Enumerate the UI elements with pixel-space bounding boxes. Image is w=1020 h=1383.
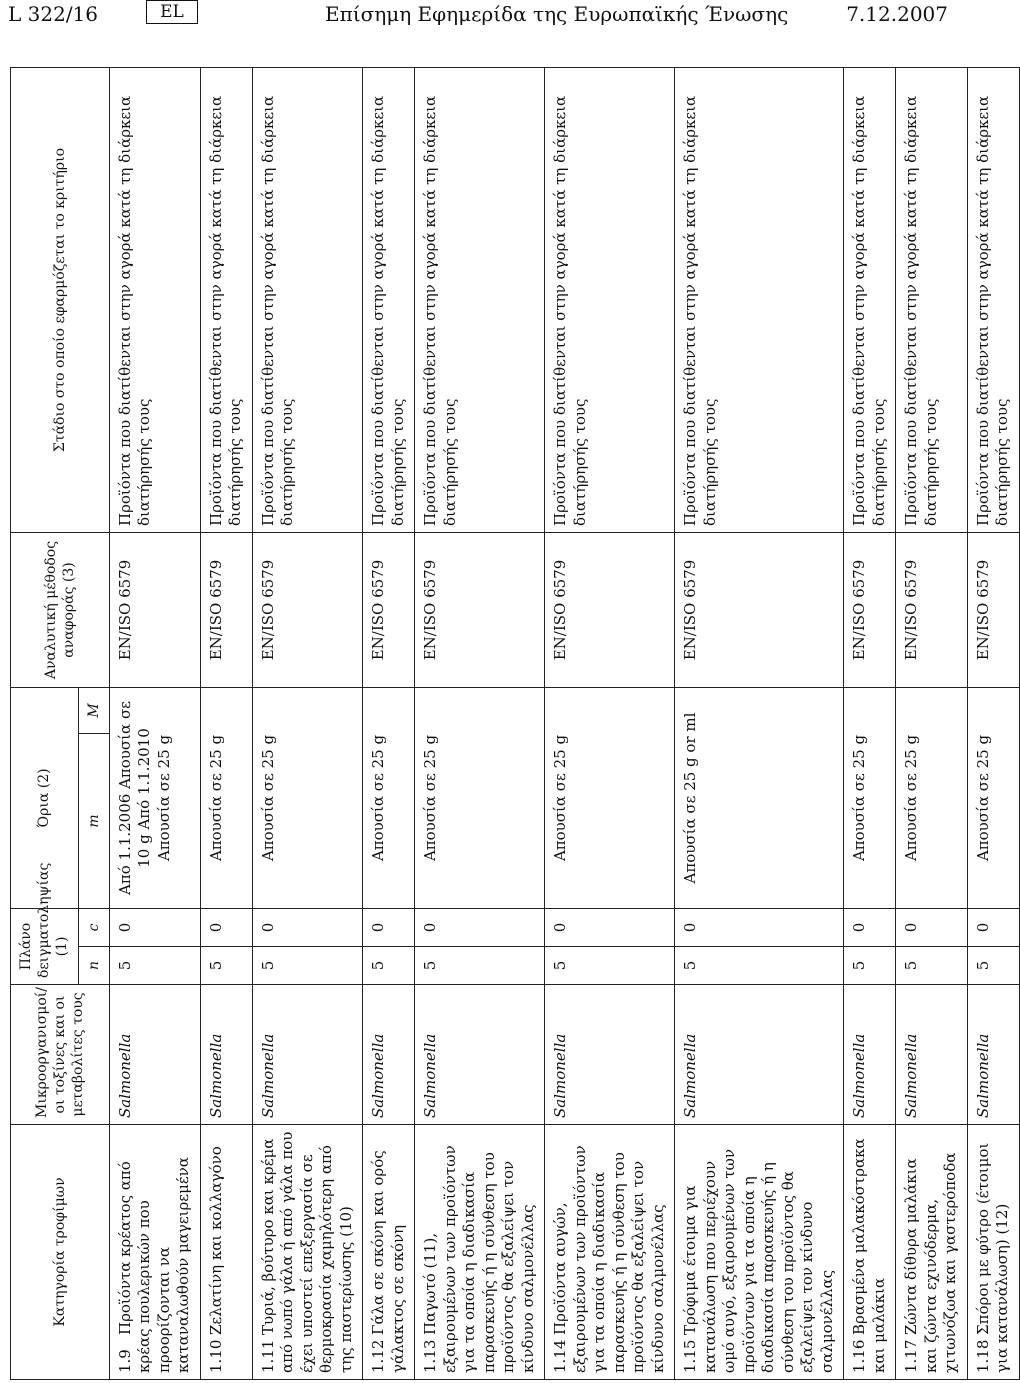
table-row (844, 68, 896, 1380)
publication-date: 7.12.2007 (846, 2, 948, 26)
category-text: Τυριά, βούτυρο και κρέμα από νωπό γάλα ή από γάλα που έχει υποστεί επεξεργασία σε θερμοκρασία χαμηλότερη από της παστερίωσης (10) (258, 1131, 355, 1373)
cell-micro: Salmonella (545, 985, 675, 1125)
cell-stage: Προϊόντα που διατίθενται στην αγορά κατά τη διάρκεια διατήρησής τους (200, 68, 252, 533)
category-text: Ζώντα δίθυρα μαλάκια και ζώντα εχινόδερμα, χιτωνόζωα και γαστερόποδα (902, 1152, 960, 1373)
rotated-table-container (10, 68, 1012, 1380)
table-row (200, 68, 252, 1380)
row-number: 1.14 (551, 1339, 570, 1373)
category-text: Σπόροι με φύτρο (έτοιμοι για κατανάλωση) (12) (973, 1142, 1012, 1373)
cell-n: 5 (415, 947, 545, 985)
header-sampling: Πλάνο δειγματοληψίας (1) (11, 909, 79, 985)
cell-c: 0 (415, 909, 545, 947)
cell-category (896, 1125, 968, 1380)
criteria-table (10, 67, 1020, 1380)
category-text: Τρόφιμα έτοιμα για κατανάλωση που περιέχουν ωμό αυγό, εξαιρουμένων των προϊόντων για τα οποία η διαδικασία παρασκευής ή η σύνθεση του προϊόντος θα εξαλείψει τον κίνδυνο σαλμονέλλας (681, 1149, 836, 1373)
header-M: M (78, 688, 109, 734)
cell-category (109, 1125, 200, 1380)
cell-c: 0 (967, 909, 1019, 947)
page-header (0, 0, 960, 40)
cell-c: 0 (200, 909, 252, 947)
table-row (109, 68, 200, 1380)
cell-category (363, 1125, 415, 1380)
row-number: 1.11 (258, 1339, 277, 1373)
table-row (675, 68, 844, 1380)
cell-stage: Προϊόντα που διατίθενται στην αγορά κατά τη διάρκεια διατήρησής τους (252, 68, 363, 533)
cell-limit: Απουσία σε 25 g (545, 688, 675, 909)
cell-method: EN/ISO 6579 (415, 533, 545, 688)
cell-category (967, 1125, 1019, 1380)
cell-method: EN/ISO 6579 (200, 533, 252, 688)
cell-category (415, 1125, 545, 1380)
cell-method: EN/ISO 6579 (967, 533, 1019, 688)
row-number: 1.12 (369, 1339, 388, 1373)
cell-stage: Προϊόντα που διατίθενται στην αγορά κατά τη διάρκεια διατήρησής τους (844, 68, 896, 533)
cell-n: 5 (200, 947, 252, 985)
header-category: Κατηγορία τροφίμων (11, 1125, 110, 1380)
cell-micro: Salmonella (967, 985, 1019, 1125)
cell-n: 5 (252, 947, 363, 985)
row-number: 1.18 (973, 1339, 992, 1373)
row-number: 1.17 (902, 1339, 921, 1373)
cell-micro: Salmonella (896, 985, 968, 1125)
cell-c: 0 (675, 909, 844, 947)
cell-micro: Salmonella (844, 985, 896, 1125)
table-row (967, 68, 1019, 1380)
cell-micro: Salmonella (109, 985, 200, 1125)
cell-method: EN/ISO 6579 (545, 533, 675, 688)
cell-stage: Προϊόντα που διατίθενται στην αγορά κατά τη διάρκεια διατήρησής τους (675, 68, 844, 533)
row-number: 1.10 (206, 1339, 225, 1373)
cell-stage: Προϊόντα που διατίθενται στην αγορά κατά τη διάρκεια διατήρησής τους (545, 68, 675, 533)
table-row (252, 68, 363, 1380)
row-number: 1.9 (115, 1349, 134, 1373)
table-row (363, 68, 415, 1380)
cell-stage: Προϊόντα που διατίθενται στην αγορά κατά τη διάρκεια διατήρησής τους (967, 68, 1019, 533)
header-stage: Στάδιο στο οποίο εφαρμόζεται το κριτήριο (11, 68, 110, 533)
cell-c: 0 (545, 909, 675, 947)
cell-method: EN/ISO 6579 (363, 533, 415, 688)
header-row (11, 68, 79, 1380)
cell-n: 5 (675, 947, 844, 985)
header-limits: Όρια (2) (11, 688, 79, 909)
cell-n: 5 (844, 947, 896, 985)
category-text: Παγωτό (11), εξαιρουμένων των προϊόντων για τα οποία η διαδικασία παρασκευής ή η σύνθεση του προϊόντος θα εξαλείψει τον κίνδυνο σαλμονέλλας (421, 1145, 537, 1373)
cell-limit: Απουσία σε 25 g (200, 688, 252, 909)
category-text: Προϊόντα κρέατος από κρέας πουλερικών που προορίζονται να καταναλωθούν μαγειρεμένα (115, 1157, 193, 1373)
header-c: c (78, 909, 109, 947)
cell-stage: Προϊόντα που διατίθενται στην αγορά κατά τη διάρκεια διατήρησής τους (415, 68, 545, 533)
cell-limit: Απουσία σε 25 g (363, 688, 415, 909)
header-n: n (78, 947, 109, 985)
cell-stage: Προϊόντα που διατίθενται στην αγορά κατά τη διάρκεια διατήρησής τους (896, 68, 968, 533)
cell-c: 0 (252, 909, 363, 947)
cell-method: EN/ISO 6579 (675, 533, 844, 688)
category-text: Προϊόντα αυγών, εξαιρουμένων των προϊόντων για τα οποία η διαδικασία παρασκευής ή η σύνθεση του προϊόντος θα εξαλείψει τον κίνδυνο σαλμονέλλας (551, 1145, 667, 1373)
cell-limit: Απουσία σε 25 g (896, 688, 968, 909)
category-text: Βρασμένα μαλακόστρακα και μαλάκια (850, 1138, 888, 1373)
cell-micro: Salmonella (252, 985, 363, 1125)
cell-stage: Προϊόντα που διατίθενται στην αγορά κατά τη διάρκεια διατήρησής τους (109, 68, 200, 533)
cell-n: 5 (363, 947, 415, 985)
cell-c: 0 (844, 909, 896, 947)
header-micro: Μικροοργανισμοί/οι τοξίνες και οι μεταβολίτες τους (11, 985, 110, 1125)
cell-limit: Απουσία σε 25 g or ml (675, 688, 844, 909)
table-row (545, 68, 675, 1380)
cell-method: EN/ISO 6579 (896, 533, 968, 688)
cell-category (252, 1125, 363, 1380)
row-number: 1.13 (421, 1339, 440, 1373)
cell-category (675, 1125, 844, 1380)
language-badge: EL (146, 0, 198, 24)
row-number: 1.16 (850, 1339, 869, 1373)
cell-limit: Απουσία σε 25 g (415, 688, 545, 909)
cell-n: 5 (545, 947, 675, 985)
cell-c: 0 (363, 909, 415, 947)
header-m: m (78, 734, 109, 909)
cell-category (545, 1125, 675, 1380)
cell-limit: Απουσία σε 25 g (844, 688, 896, 909)
cell-n: 5 (967, 947, 1019, 985)
table-row (415, 68, 545, 1380)
cell-limit: Απουσία σε 25 g (252, 688, 363, 909)
cell-limit: Απουσία σε 25 g (967, 688, 1019, 909)
cell-method: EN/ISO 6579 (844, 533, 896, 688)
header-method: Αναλυτική μέθοδος αναφοράς (3) (11, 533, 110, 688)
journal-title: Επίσημη Εφημερίδα της Ευρωπαϊκής Ένωσης (325, 2, 789, 26)
cell-n: 5 (109, 947, 200, 985)
category-text: Ζελατίνη και κολλαγόνο (206, 1146, 225, 1335)
cell-stage: Προϊόντα που διατίθενται στην αγορά κατά τη διάρκεια διατήρησής τους (363, 68, 415, 533)
cell-c: 0 (896, 909, 968, 947)
page-reference: L 322/16 (8, 2, 98, 26)
cell-method: EN/ISO 6579 (252, 533, 363, 688)
row-number: 1.15 (681, 1339, 700, 1373)
cell-limit: Από 1.1.2006 Απουσία σε 10 g Από 1.1.2010 Απουσία σε 25 g (109, 688, 200, 909)
table-row (896, 68, 968, 1380)
category-text: Γάλα σε σκόνη και ορός γάλακτος σε σκόνη (369, 1150, 407, 1373)
cell-n: 5 (896, 947, 968, 985)
cell-micro: Salmonella (363, 985, 415, 1125)
cell-method: EN/ISO 6579 (109, 533, 200, 688)
cell-micro: Salmonella (675, 985, 844, 1125)
cell-micro: Salmonella (200, 985, 252, 1125)
cell-c: 0 (109, 909, 200, 947)
cell-category (844, 1125, 896, 1380)
cell-micro: Salmonella (415, 985, 545, 1125)
cell-category (200, 1125, 252, 1380)
